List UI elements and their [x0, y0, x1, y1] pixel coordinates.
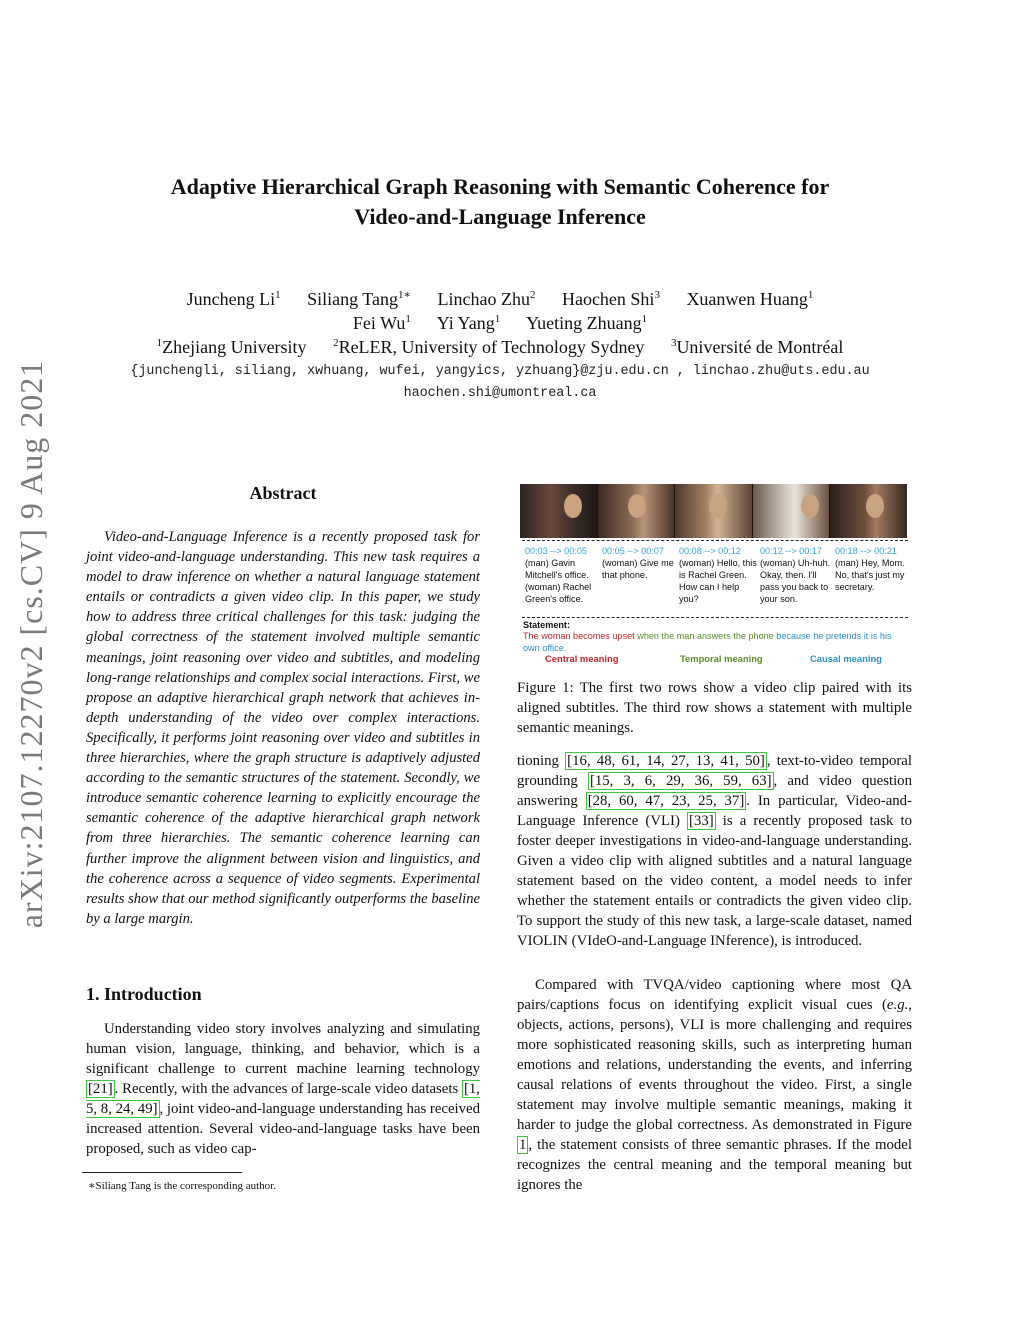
arxiv-stamp: arXiv:2107.12270v2 [cs.CV] 9 Aug 2021 — [13, 359, 49, 929]
citation-link[interactable]: [15, 3, 6, 29, 36, 59, 63] — [589, 773, 772, 789]
statement-label: Statement: — [523, 620, 570, 630]
paper-title — [0, 172, 1000, 232]
subtitle-block: 00:18 --> 00:21 (man) Hey, Mom. No, that's just my secretary. — [835, 546, 905, 592]
video-frame — [598, 484, 676, 538]
figure-divider — [522, 617, 908, 618]
author-name: Haochen Shi$^3$ — [561, 289, 660, 309]
author-name: Yi Yang$^1$ — [436, 313, 501, 333]
author-name: Yueting Zhuang$^1$ — [526, 313, 648, 333]
footnote-divider — [82, 1172, 242, 1173]
author-name: Siliang Tang$^{1∗}$ — [307, 289, 411, 309]
figure-divider — [522, 540, 908, 541]
citation-link[interactable]: [33] — [689, 813, 714, 829]
abstract-body: Video-and-Language Inference is a recently proposed task for joint video-and-language understanding. This new task requires a model to draw inference on whether a natural language statement entails or contradicts a given video clip. In this paper, we study how to address three critical challenges for this task: judging the global correctness of the statement involved multiple semantic meanings, joint reasoning over video and subtitles, and modeling long-range relationships and complex social interactions. First, we propose an adaptive hierarchical graph network that achieves in-depth understanding of the video over complex interactions. Specifically, it performs joint reasoning over video and subtitles in three hierarchies, where the graph structure is adaptively adjusted according to the semantic structures of the statement. Secondly, we introduce semantic coherence learning to explicitly encourage the semantic coherence of the adaptive hierarchical graph network from three hierarchies. The semantic coherence learning can further improve the alignment between vision and linguistics, and the coherence across a sequence of video segments. Experimental results show that our method significantly outperforms the baseline by a large margin. — [86, 529, 480, 927]
citation-link[interactable]: [1, 5, 8, 24, 49] — [86, 1081, 480, 1117]
figure-link[interactable]: 1 — [519, 1137, 527, 1153]
author-name: Fei Wu$^1$ — [352, 313, 411, 333]
emails-line-1: {junchengli, siliang, xwhuang, wufei, yangyics, yzhuang}@zju.edu.cn , linchao.zhu@uts.edu.au — [130, 364, 870, 379]
intro-heading: 1. Introduction — [86, 984, 202, 1004]
author-name: Juncheng Li$^1$ — [186, 289, 281, 309]
title-line-1: Adaptive Hierarchical Graph Reasoning with Semantic Coherence for — [170, 174, 830, 199]
author-row-2 — [0, 311, 1000, 335]
intro-paragraph-2: tioning [16, 48, 61, 14, 27, 13, 41, 50] , text-to-video temporal grounding [15, 3, 6, 29, 36, 59, 63] , and video question answering [28, 60, 47, 23, 25, 37] . In particular, Video-and-Language Inference (VLI) [33] is a recently proposed task to foster deeper investigations in video-and-language understanding. Given a video clip with aligned subtitles and a natural language statement based on the video content, a model needs to infer whether the statement entails or contradicts the given video clip. To support the study of this new task, a large-scale dataset, named VIOLIN (VIdeO-and-Language INference), is introduced. — [517, 753, 912, 949]
citation-link[interactable]: [16, 48, 61, 14, 27, 13, 41, 50] — [567, 753, 765, 769]
intro-paragraph-3: Compared with TVQA/video captioning where most QA pairs/captions focus on identifying explicit visual cues (e.g., objects, actions, persons), VLI is more challenging and requires more sophisticated reasoning skills, such as interpreting human emotions and relations, understanding the events, and inferring causal relations of events throughout the video. First, a single statement may involve multiple semantic meanings, making it harder to judge the global correctness. As demonstrated in Figure 1 , the statement consists of three semantic phrases. If the model recognizes the central meaning and the temporal meaning but ignores the — [517, 977, 912, 1193]
affiliations — [0, 335, 1000, 359]
subtitle-block: 00:03 --> 00:05 (man) Gavin Mitchell's office. (woman) Rachel Green's office. — [525, 546, 592, 604]
causal-meaning-label: Causal meaning — [810, 653, 882, 664]
author-row-1 — [0, 287, 1000, 311]
emails-line-2: haochen.shi@umontreal.ca — [403, 386, 597, 401]
video-frame — [830, 484, 907, 538]
title-line-2: Video-and-Language Inference — [354, 204, 646, 229]
citation-link[interactable]: [21] — [88, 1081, 113, 1097]
temporal-meaning-label: Temporal meaning — [680, 653, 763, 664]
video-frame — [520, 484, 598, 538]
figure-caption: Figure 1: The first two rows show a video clip paired with its aligned subtitles. The third row shows a statement with multiple semantic meanings. — [517, 680, 912, 736]
video-frame — [675, 484, 753, 538]
author-name: Xuanwen Huang$^1$ — [686, 289, 814, 309]
video-frame — [753, 484, 831, 538]
subtitle-block: 00:08 --> 00:12 (woman) Hello, this is Rachel Green. How can I help you? — [679, 546, 757, 604]
affiliation: $^3$Université de Montréal — [670, 337, 844, 357]
intro-paragraph-1: Understanding video story involves analyzing and simulating human vision, language, thinking, and behavior, which is a significant challenge to current machine learning technology [21] . Recently, with the advances of large-scale video datasets [1, 5, 8, 24, 49] , joint video-and-language understanding has received increased attention. Several video-and-language tasks have been proposed, such as video cap- — [86, 1021, 481, 1157]
affiliation: $^1$Zhejiang University — [156, 337, 307, 357]
author-name: Linchao Zhu$^2$ — [437, 289, 536, 309]
abstract-heading: Abstract — [249, 483, 317, 503]
citation-link[interactable]: [28, 60, 47, 23, 25, 37] — [587, 793, 745, 809]
central-meaning-label: Central meaning — [545, 653, 619, 664]
affiliation: $^2$ReLER, University of Technology Sydney — [333, 337, 645, 357]
statement-text: The woman becomes upset when the man answers the phone because he pretends it is his own office. — [523, 631, 892, 653]
video-frames — [520, 484, 907, 538]
footnote: ∗Siliang Tang is the corresponding author. — [88, 1180, 276, 1192]
subtitle-block: 00:12 --> 00:17 (woman) Uh-huh. Okay, then. I'll pass you back to your son. — [760, 546, 831, 604]
subtitle-block: 00:05 --> 00:07 (woman) Give me that phone. — [602, 546, 674, 580]
